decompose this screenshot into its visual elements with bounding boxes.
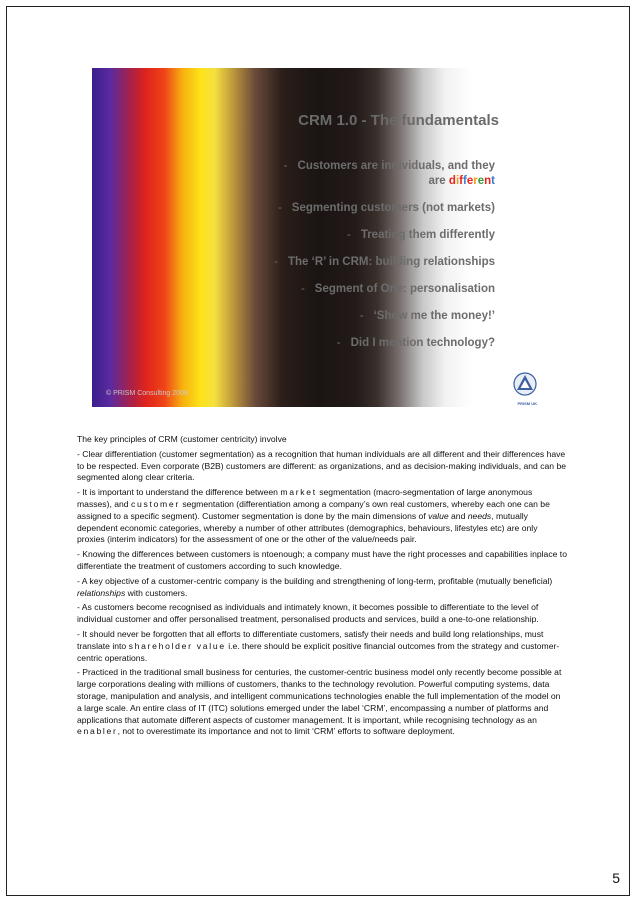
- term-shareholder-value: shareholder value: [128, 640, 226, 651]
- paragraph-personalisation: - As customers become recognised as individuals and intimately known, it becomes possible to differentiate to the level of individual customer and offer personalised treatment, personalised products and services, build a one-to-one relationship.: [77, 602, 539, 625]
- text-run: and: [448, 510, 468, 521]
- term-enabler: enabler: [77, 726, 118, 737]
- slide-copyright: © PRISM Consulting 2008: [106, 390, 188, 397]
- paragraph-shareholder: [77, 629, 567, 664]
- bullet-r-in-crm: [274, 256, 495, 268]
- term-relationships: relationships: [77, 587, 126, 598]
- term-value: value: [428, 510, 449, 521]
- paragraph-knowing: - Knowing the differences between customers is ntoenough; a company must have the right processes and capabilities inplace to differentiate the treatment of customers according to such knowledge.: [77, 549, 567, 571]
- text-run: , mutually dependent economic categories, whereby a number of other attributes (demographics, behaviours, lifestyles etc) are only proxies (interim indicators) for the assessment of one or the other of the value/needs pair.: [77, 510, 538, 545]
- text-run: , not to overestimate its importance and not to limit ‘CRM’ efforts to software deployment.: [117, 726, 455, 737]
- bullet-are-different: [428, 175, 495, 187]
- bullet-technology: [337, 337, 495, 349]
- different-letter: f: [462, 175, 467, 187]
- text-run: with customers.: [125, 587, 188, 598]
- different-letter: t: [491, 175, 495, 187]
- intro-paragraph: The key principles of CRM (customer centricity) involve: [77, 434, 287, 444]
- different-letter: e: [477, 175, 485, 187]
- text-run: - A key objective of a customer-centric company is the building and strengthening of long-term, profitable (mutually beneficial): [77, 575, 553, 586]
- logo-text: PRISM UK: [517, 401, 537, 406]
- bullet-segmenting: [278, 202, 495, 214]
- bullet-dash: -: [274, 256, 278, 268]
- bullet-customers-individuals: [284, 160, 495, 172]
- paragraph-segmentation: [77, 487, 567, 546]
- bullet-dash: -: [336, 337, 341, 349]
- different-letter: r: [473, 175, 478, 187]
- bullet-text: Treating them differently: [360, 229, 495, 241]
- text-run: - It is important to understand the difference between: [77, 487, 281, 498]
- bullet-treating: [347, 229, 495, 241]
- bullet-segment-of-one: [301, 283, 495, 295]
- bullet-dash: -: [300, 283, 305, 295]
- different-letter: n: [484, 175, 492, 187]
- different-letter: e: [466, 175, 474, 187]
- paragraph-technology: [77, 667, 567, 738]
- bullet-text: ‘Show me the money!’: [373, 310, 495, 322]
- bullet-text: Customers are individuals, and they: [297, 160, 495, 172]
- text-run: - Practiced in the traditional small business for centuries, the customer-centric business model only recently become possible at large corporations dealing with millions of customers, thanks to the technology revolution. Powerful computing systems, data storage, manipulation and analysis, and intelligent communications technologies enable the full implementation of the model on a large scale. An entire class of IT (ITC) solutions emerged under the label ‘CRM’, encompassing a number of platforms and applications that automate different aspects of customer management. It is important, while recognising technology as an: [77, 667, 562, 725]
- text-run: segmentation (differentiation among a company’s own real customers, whereby each one can be assigned to a specific segment). Customer segmentation is done by the main dimensions of: [77, 498, 550, 521]
- bullet-text: Segment of One: personalisation: [314, 283, 495, 295]
- different-letter: d: [448, 175, 456, 187]
- bullet-dash: -: [283, 160, 288, 172]
- prism-logo-icon: [513, 372, 537, 402]
- bullet-dash: -: [359, 310, 364, 322]
- paragraph-differentiation: - Clear differentiation (customer segmentation) as a recognition that human individuals are all different and their differences have to be respected. Even corporate (B2B) customers are different: as organizations, and as decision-making individuals, and can be segmented along clear criteria.: [77, 448, 567, 483]
- term-market: market: [280, 487, 317, 498]
- text-run: - It should never be forgotten that all efforts to differentiate customers, satisfy their needs and build long relationships, must translate into: [77, 628, 544, 651]
- body-text: [77, 434, 567, 741]
- bullet-show-money: [360, 310, 495, 322]
- text-run: i.e. there should be explicit positive financial outcomes from the strategy and customer-centric operations.: [77, 640, 560, 663]
- paragraph-relationships: [77, 576, 567, 600]
- different-word: [449, 175, 495, 187]
- text-run: segmentation (macro-segmentation of large anonymous masses), and: [77, 487, 533, 509]
- different-letter: i: [455, 175, 460, 187]
- bullet-text: Did I mention technology?: [350, 337, 495, 349]
- bullet-text: are: [428, 175, 449, 187]
- bullet-text: The ‘R’ in CRM: building relationships: [288, 256, 495, 268]
- term-needs: needs: [467, 510, 492, 521]
- page-number: 5: [612, 870, 620, 886]
- term-customer: customer: [130, 498, 180, 509]
- slide-title: CRM 1.0 - The fundamentals: [298, 112, 499, 129]
- different-letter: f: [459, 175, 463, 187]
- bullet-text: Segmenting customers (not markets): [291, 202, 495, 214]
- bullet-dash: -: [346, 229, 351, 241]
- slide-image: [92, 68, 545, 407]
- bullet-dash: -: [277, 202, 282, 214]
